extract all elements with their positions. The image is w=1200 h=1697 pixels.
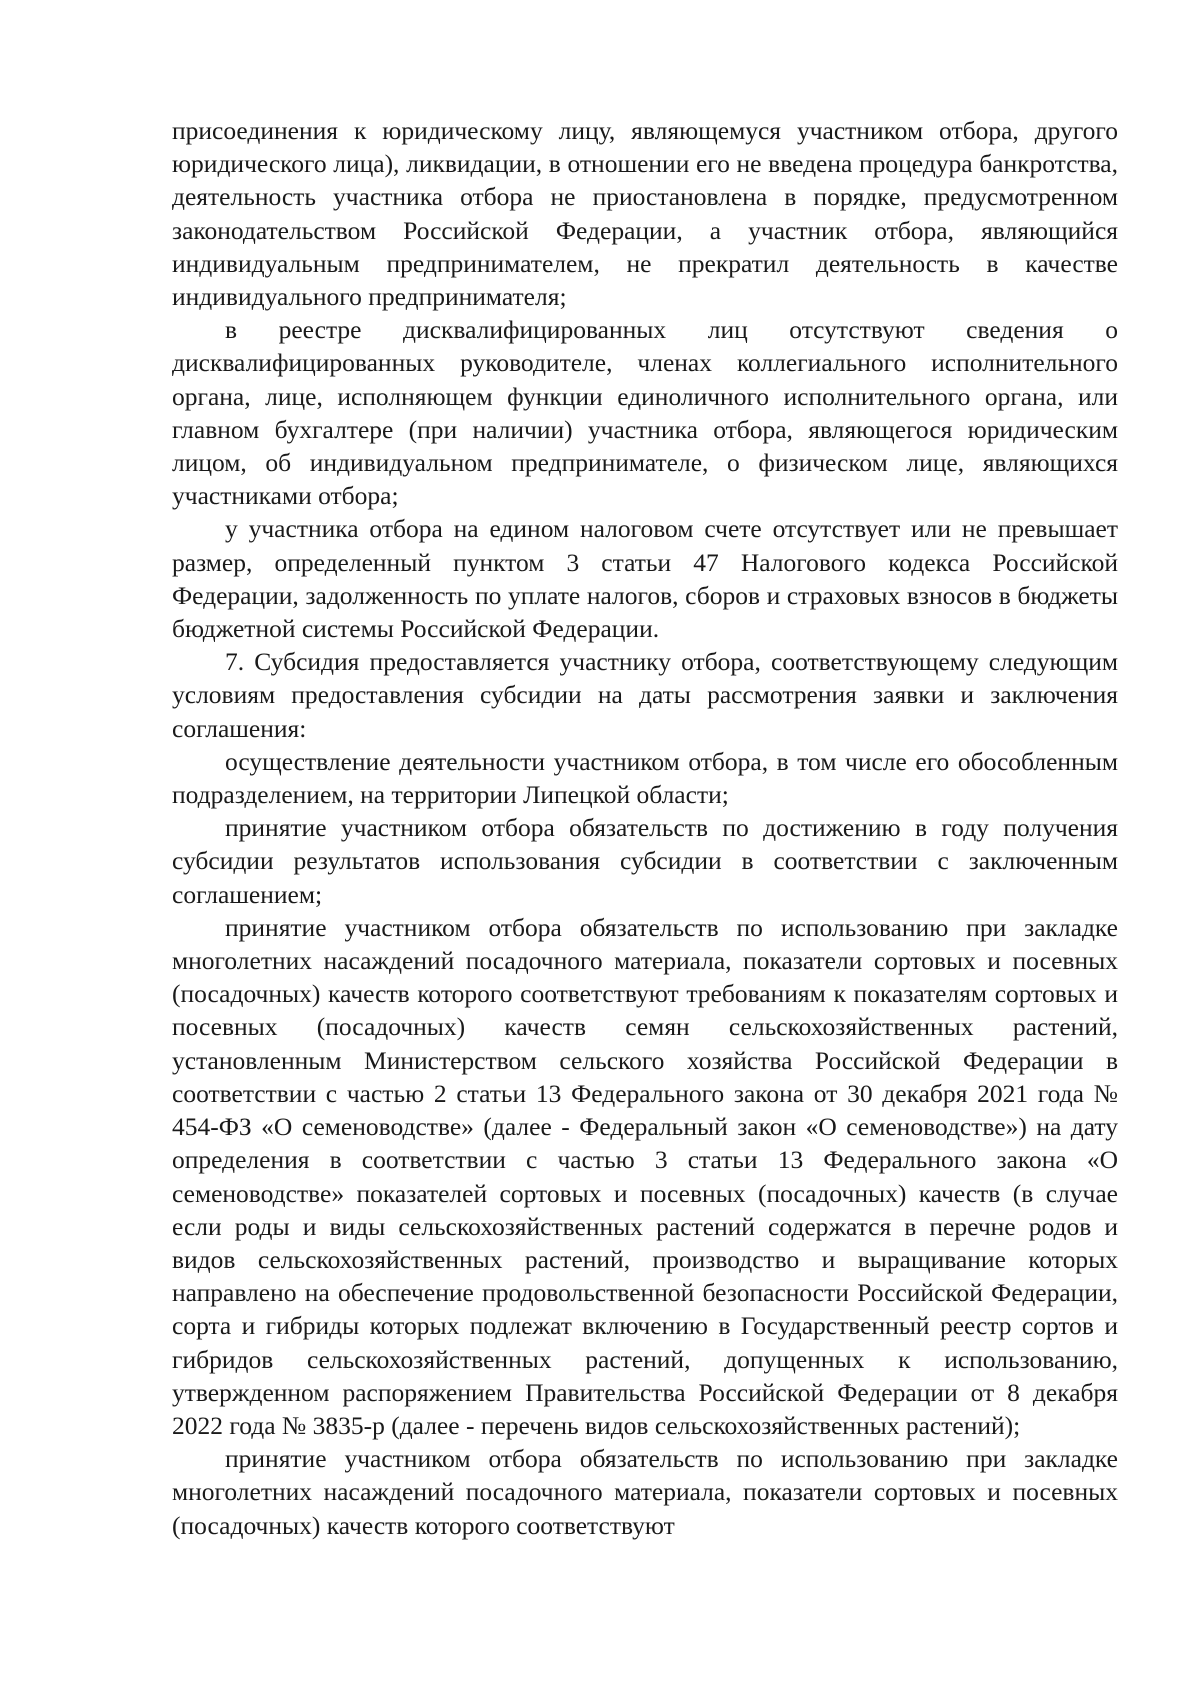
paragraph-tax-debt: у участника отбора на едином налоговом счете отсутствует или не превышает размер, определенный пунктом 3 статьи 47 Налогового кодекса Российской Федерации, задолженность по уплате налогов, сборов и страховых взносов в бюджеты бюджетной системы Российской Федерации. — [172, 514, 1118, 644]
paragraph-item-7-conditions: 7. Субсидия предоставляется участнику отбора, соответствующему следующим условиям предоставления субсидии на даты рассмотрения заявки и заключения соглашения: — [172, 647, 1118, 743]
paragraph-lipetsk-territory: осуществление деятельности участником отбора, в том числе его обособленным подразделением, на территории Липецкой области; — [172, 746, 1118, 810]
paragraph-results-obligation: принятие участником отбора обязательств по достижению в году получения субсидии результатов использования субсидии в соответствии с заключенным соглашением; — [172, 813, 1118, 909]
document-body — [172, 114, 1118, 1542]
paragraph-continuation-reorganization: присоединения к юридическому лицу, являющемуся участником отбора, другого юридического лица), ликвидации, в отношении его не введена процедура банкротства, деятельность участника отбора не приостановлена в порядке, предусмотренном законодательством Российской Федерации, а участник отбора, являющийся индивидуальным предпринимателем, не прекратил деятельность в качестве индивидуального предпринимателя; — [172, 116, 1118, 312]
paragraph-planting-material-obligation: принятие участником отбора обязательств по использованию при закладке многолетних насаждений посадочного материала, показатели сортовых и посевных (посадочных) качеств которого соответствуют требованиям к показателям сортовых и посевных (посадочных) качеств семян сельскохозяйственных растений, установленным Министерством сельского хозяйства Российской Федерации в соответствии с частью 2 статьи 13 Федерального закона от 30 декабря 2021 года № 454-ФЗ «О семеноводстве» (далее - Федеральный закон «О семеноводстве») на дату определения в соответствии с частью 3 статьи 13 Федерального закона «О семеноводстве» показателей сортовых и посевных (посадочных) качеств (в случае если роды и виды сельскохозяйственных растений содержатся в перечне родов и видов сельскохозяйственных растений, производство и выращивание которых направлено на обеспечение продовольственной безопасности Российской Федерации, сорта и гибриды которых подлежат включению в Государственный реестр сортов и гибридов сельскохозяйственных растений, допущенных к использованию, утвержденном распоряжением Правительства Российской Федерации от 8 декабря 2022 года № 3835-р (далее - перечень видов сельскохозяйственных растений); — [172, 912, 1118, 1440]
paragraph-disqualified-persons: в реестре дисквалифицированных лиц отсутствуют сведения о дисквалифицированных руководителе, членах коллегиального исполнительного органа, лице, исполняющем функции единоличного исполнительного органа, или главном бухгалтере (при наличии) участника отбора, являющегося юридическим лицом, об индивидуальном предпринимателе, о физическом лице, являющихся участниками отбора; — [172, 315, 1118, 511]
paragraph-planting-material-obligation-continued: принятие участником отбора обязательств по использованию при закладке многолетних насаждений посадочного материала, показатели сортовых и посевных (посадочных) качеств которого соответствуют — [172, 1444, 1118, 1540]
